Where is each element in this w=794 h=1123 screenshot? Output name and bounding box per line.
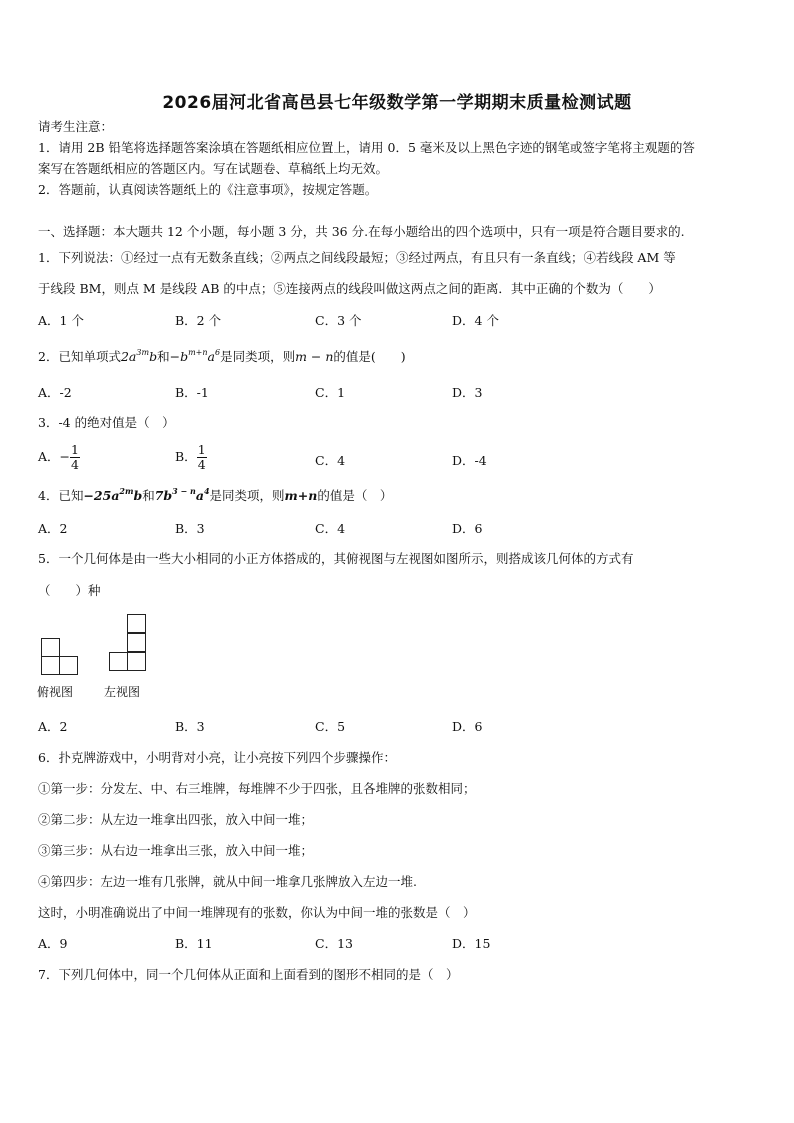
q4-suffix: 的值是（ ） bbox=[317, 488, 393, 503]
q2-mid: 是同类项，则 bbox=[220, 349, 296, 364]
q6-options bbox=[38, 936, 738, 954]
q4-expression: m+n bbox=[284, 488, 318, 503]
q3-option-d: D．-4 bbox=[452, 453, 487, 468]
q3-stem: 3．-4 的绝对值是（ ） bbox=[38, 415, 175, 430]
q2-expression: m − n bbox=[295, 349, 334, 364]
notice-heading: 请考生注意： bbox=[38, 119, 114, 134]
q2-options bbox=[38, 385, 738, 403]
q4-option-c: C．4 bbox=[315, 521, 346, 536]
q5-option-c: C．5 bbox=[315, 719, 346, 734]
q5-stem-line-2: （ ）种 bbox=[38, 583, 101, 598]
q1-option-d: D．4 个 bbox=[452, 313, 499, 328]
q6-step-2: ②第二步：从左边一堆拿出四张，放入中间一堆； bbox=[38, 812, 314, 827]
q2-option-a: A．-2 bbox=[38, 385, 72, 400]
left-view-label: 左视图 bbox=[104, 685, 141, 699]
q2-stem bbox=[38, 349, 406, 365]
q3-option-c: C．4 bbox=[315, 453, 346, 468]
q5-option-b: B．3 bbox=[175, 719, 205, 734]
q6-option-a: A．9 bbox=[38, 936, 68, 951]
q2-option-b: B．-1 bbox=[175, 385, 209, 400]
notice-item-1-line-2: 案写在答题纸相应的答题区内。写在试题卷、草稿纸上均无效。 bbox=[38, 161, 389, 176]
q1-option-c: C．3 个 bbox=[315, 313, 362, 328]
q6-step-3: ③第三步：从右边一堆拿出三张，放入中间一堆； bbox=[38, 843, 314, 858]
page-title: 2026届河北省高邑县七年级数学第一学期期末质量检测试题 bbox=[162, 93, 632, 113]
q6-question: 这时，小明准确说出了中间一堆牌现有的张数，你认为中间一堆的张数是（ ） bbox=[38, 905, 476, 920]
q3-option-a-fraction: $\frac{1}{4}$ bbox=[71, 442, 79, 472]
q4-and: 和 bbox=[142, 488, 155, 503]
q5-option-d: D．6 bbox=[452, 719, 483, 734]
q4-stem bbox=[38, 488, 392, 504]
q4-term-1: $-25a^{2m}b$ bbox=[83, 486, 143, 503]
top-view-cell bbox=[59, 656, 78, 675]
q6-option-b: B．11 bbox=[175, 936, 213, 951]
left-view-cell bbox=[127, 614, 146, 633]
q7-stem: 7．下列几何体中，同一个几何体从正面和上面看到的图形不相同的是（ ） bbox=[38, 967, 459, 982]
q2-monomial-1: $2a^{3m}b$ bbox=[120, 348, 158, 364]
left-view-cell bbox=[127, 652, 146, 671]
q4-option-d: D．6 bbox=[452, 521, 483, 536]
q1-options bbox=[38, 313, 738, 331]
q6-step-4: ④第四步：左边一堆有几张牌，就从中间一堆拿几张牌放入左边一堆. bbox=[38, 874, 417, 889]
left-view-cell bbox=[127, 633, 146, 652]
top-view-cell bbox=[41, 638, 60, 657]
q5-option-a: A．2 bbox=[38, 719, 68, 734]
q1-stem-line-2: 于线段 BM，则点 M 是线段 AB 的中点；⑤连接两点的线段叫做这两点之间的距离．其中正确的个数为（ ） bbox=[38, 281, 661, 296]
q3-option-b: B． $\frac{1}{4}$ bbox=[175, 442, 206, 472]
q4-option-a: A．2 bbox=[38, 521, 68, 536]
q5-stem-line-1: 5．一个几何体是由一些大小相同的小正方体搭成的，其俯视图与左视图如图所示，则搭成该几何体的方式有 bbox=[38, 551, 634, 566]
q6-option-d: D．15 bbox=[452, 936, 491, 951]
left-view-figure bbox=[106, 614, 156, 684]
q1-option-b: B．2 个 bbox=[175, 313, 222, 328]
q6-stem: 6．扑克牌游戏中，小明背对小亮，让小亮按下列四个步骤操作： bbox=[38, 750, 396, 765]
q2-suffix: 的值是( ) bbox=[333, 349, 406, 364]
q2-monomial-2: $-b^{m+n}a^6$ bbox=[169, 348, 221, 364]
q4-option-b: B．3 bbox=[175, 521, 205, 536]
q2-prefix: 2．已知单项式 bbox=[38, 349, 121, 364]
top-view-label: 俯视图 bbox=[37, 685, 74, 699]
q3-options bbox=[38, 440, 738, 478]
q4-prefix: 4．已知 bbox=[38, 488, 84, 503]
q4-term-2: $7b^{3 - n}a^4$ bbox=[154, 486, 210, 503]
q3-option-b-fraction: $\frac{1}{4}$ bbox=[197, 442, 206, 472]
q4-options bbox=[38, 521, 738, 539]
q5-options bbox=[38, 719, 738, 737]
q2-option-d: D．3 bbox=[452, 385, 483, 400]
notice-item-2: 2．答题前，认真阅读答题纸上的《注意事项》，按规定答题。 bbox=[38, 182, 378, 197]
q1-option-a: A．1 个 bbox=[38, 313, 84, 328]
q2-option-c: C．1 bbox=[315, 385, 346, 400]
q1-stem-line-1: 1．下列说法：①经过一点有无数条直线；②两点之间线段最短；③经过两点，有且只有一条直线；④若线段 AM 等 bbox=[38, 250, 676, 265]
q6-option-c: C．13 bbox=[315, 936, 353, 951]
top-view-cell bbox=[41, 656, 60, 675]
section-heading: 一、选择题：本大题共 12 个小题，每小题 3 分，共 36 分.在每小题给出的四个选项中，只有一项是符合题目要求的. bbox=[38, 224, 685, 239]
notice-item-1-line-1: 1．请用 2B 铅笔将选择题答案涂填在答题纸相应位置上，请用 0．5 毫米及以上黑色字迹的钢笔或签字笔将主观题的答 bbox=[38, 140, 695, 155]
left-view-cell bbox=[109, 652, 128, 671]
q4-mid: 是同类项，则 bbox=[209, 488, 285, 503]
q6-step-1: ①第一步：分发左、中、右三堆牌，每堆牌不少于四张，且各堆牌的张数相同； bbox=[38, 781, 476, 796]
q3-option-a: A．− $\frac{1}{4}$ bbox=[38, 442, 79, 472]
q2-and: 和 bbox=[157, 349, 170, 364]
